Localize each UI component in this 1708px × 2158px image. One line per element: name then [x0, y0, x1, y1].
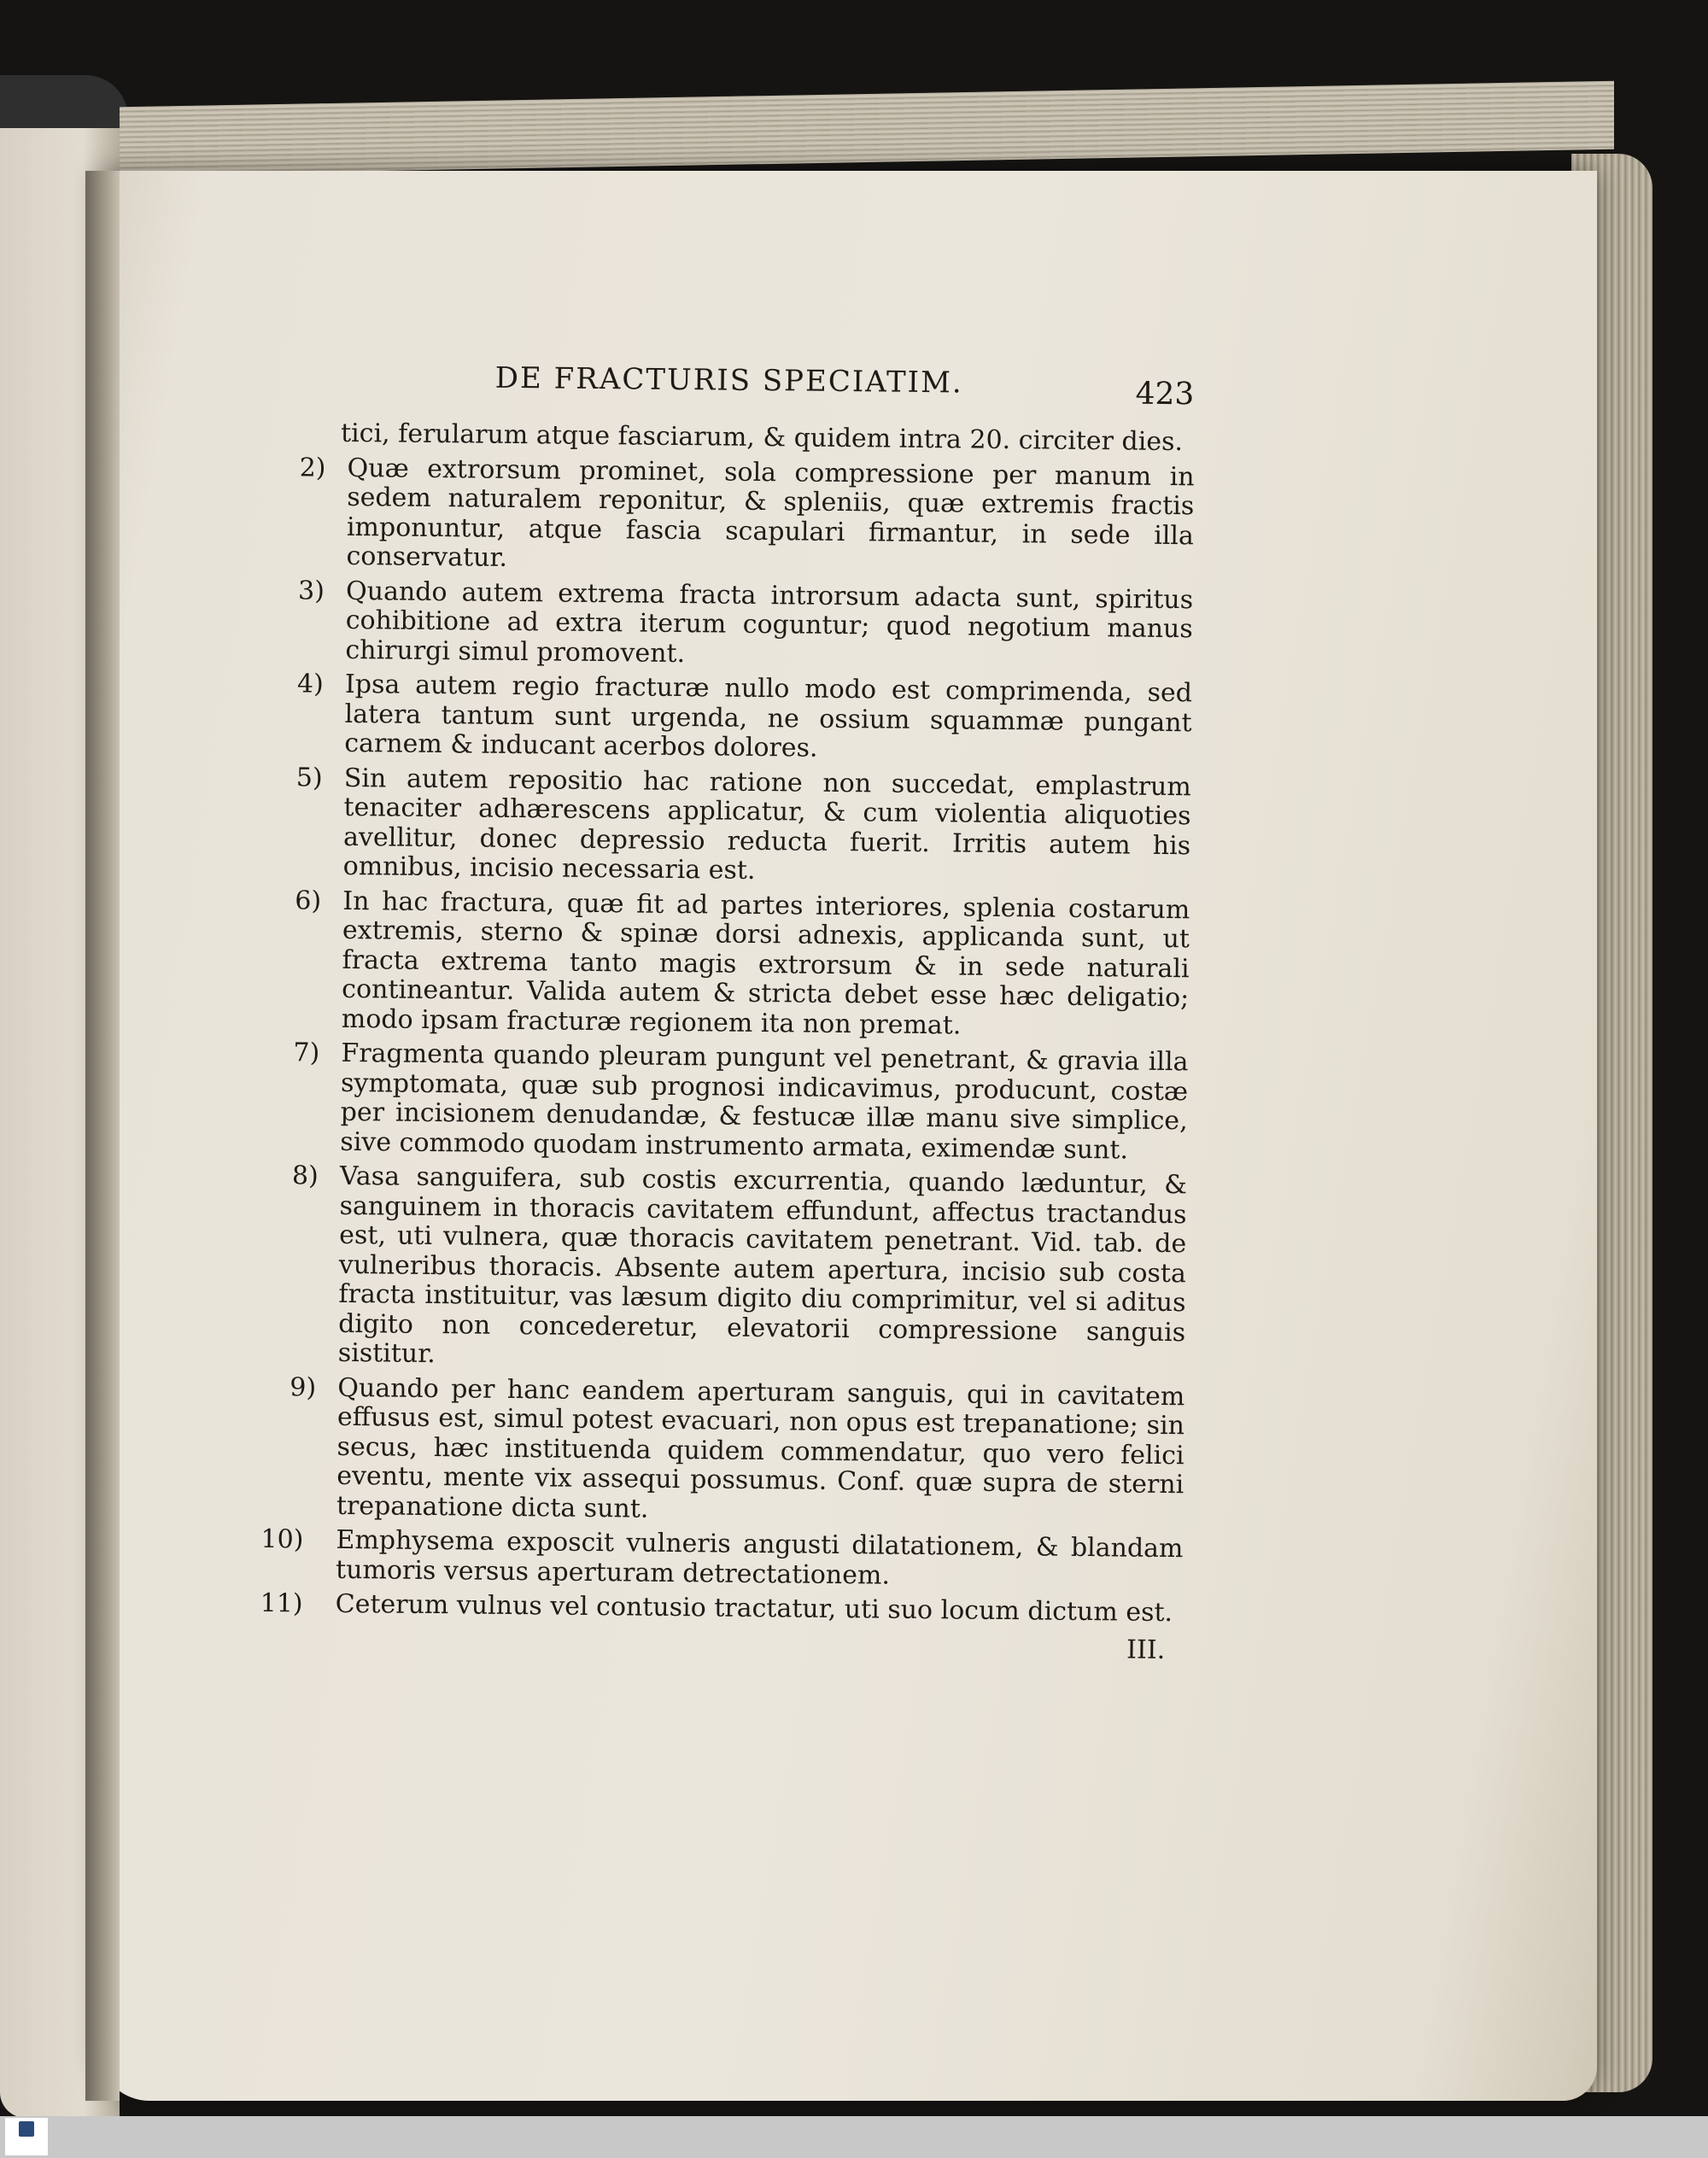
- list-item: [268, 763, 1191, 890]
- page-number: 423: [1135, 376, 1195, 412]
- item-number: 5): [295, 762, 323, 793]
- item-text: Ceterum vulnus vel contusio tractatur, uti suo locum dictum est.: [335, 1588, 1173, 1629]
- item-text: Quando per hanc eandem aperturam sanguis, qui in cavitatem effusus est, simul potest evacuari, non opus est trepanatione; sin secus, hæc instituenda quidem commendatur, quo vero felici eventu, mente vix assequi possumus. Conf. quæ supra de sterni trepanatione dicta sunt.: [336, 1372, 1185, 1524]
- list-item: [260, 1589, 1183, 1629]
- running-head: [272, 359, 1196, 428]
- item-text: Vasa sanguifera, sub costis excurrentia, quando læduntur, & sanguinem in thoracis cavitatem effundunt, affectus tractandus est, uti vulnera, quæ thoracis cavitatem penetrant. Vid. tab. de vulneribus thoracis. Absente autem apertura, incisio sub costa fracta instituitur, vas læsum digito diu comprimitur, vel si aditus digito non concederetur, elevatorii compressione sanguis sistitur.: [337, 1161, 1188, 1370]
- item-number: 8): [291, 1161, 319, 1191]
- list-item: [261, 1372, 1185, 1529]
- item-number: 9): [290, 1371, 317, 1403]
- item-number: 7): [293, 1038, 320, 1068]
- item-number: 3): [297, 575, 325, 606]
- item-text: Quando autem extrema fracta introrsum adacta sunt, spiritus cohibitione ad extra iterum coguntur; quod negotium manus chirurgi simul promovent.: [345, 576, 1194, 669]
- list-item: [271, 453, 1194, 580]
- item-number: 11): [260, 1588, 303, 1619]
- book-gutter: [85, 171, 120, 2101]
- list-item: [270, 576, 1193, 674]
- continuation-text: tici, ferularum atque fasciarum, & quidem intra 20. circiter dies.: [340, 418, 1184, 458]
- viewer-footer-bar: [0, 2116, 1708, 2158]
- item-text: Ipsa autem regio fracturæ nullo modo est comprimenda, sed latera tantum sunt urgenda, ne ossium squammæ pungant carnem & inducant acerbos dolores.: [344, 669, 1193, 763]
- item-number: 6): [295, 885, 322, 916]
- catchword: III.: [1126, 1635, 1166, 1665]
- item-text: Fragmenta quando pleuram pungunt vel penetrant, & gravia illa symptomata, quæ sub prognosi indicavimus, producunt, costæ per incisionem denudandæ, & festucæ illæ manu sive simplice, sive commodo quodam instrumento armata, eximendæ sunt.: [340, 1038, 1189, 1166]
- running-title: DE FRACTURIS SPECIATIM.: [494, 360, 963, 401]
- list-item: [269, 670, 1192, 768]
- item-number: 10): [260, 1523, 304, 1555]
- item-text: In hac fractura, quæ fit ad partes interiores, splenia costarum extremis, sterno & spinæ dorsi adnexis, applicanda sunt, ut fracta extrema tanto magis extrorsum & in sede naturali contineantur. Valida autem & stricta debet esse hæc deligatio; modo ipsam fracturæ regionem ita non premat.: [341, 886, 1190, 1040]
- item-number: 4): [296, 669, 324, 699]
- item-text: Sin autem repositio hac ratione non succedat, emplastrum tenaciter adhærescens applicatur, & cum violentia aliquoties avellitur, donec depressio reducta fuerit. Irritis autem his omnibus, incisio necessaria est.: [342, 763, 1191, 886]
- item-text: Quæ extrorsum prominet, sola compressione per manum in sedem naturalem reponitur, & spleniis, quæ extremis fractis imponuntur, atque fascia scapulari firmantur, in sede illa conservatur.: [346, 453, 1195, 573]
- list-item: [265, 1038, 1188, 1166]
- crown-icon: [19, 2121, 34, 2137]
- library-logo: [5, 2118, 48, 2155]
- list-item: [260, 1525, 1184, 1594]
- item-number: 2): [299, 452, 326, 483]
- top-page-edges: [120, 81, 1614, 176]
- item-text: Emphysema exposcit vulneris angusti dilatationem, & blandam tumoris versus aperturam detrectationem.: [335, 1524, 1184, 1591]
- page-text: [260, 359, 1196, 1665]
- list-item: [263, 1161, 1187, 1377]
- list-item: [266, 886, 1190, 1043]
